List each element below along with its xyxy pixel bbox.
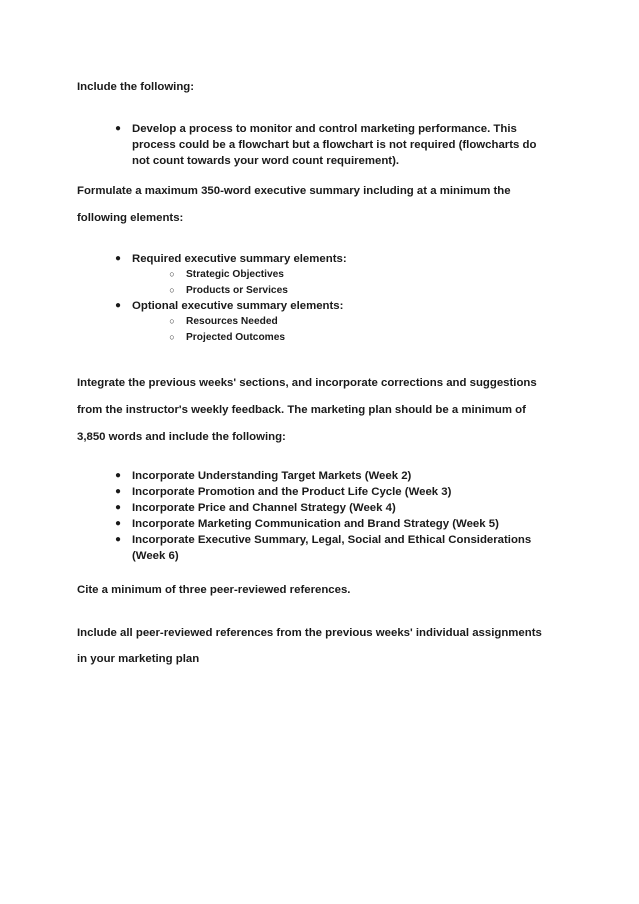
sub-bullet-icon: ○ — [169, 316, 175, 326]
bullet-icon: ● — [114, 123, 122, 134]
integrate-line: 3,850 words and include the following: — [77, 431, 286, 443]
list-item — [0, 516, 639, 532]
exec-summary-line: Formulate a maximum 350-word executive summary including at a minimum the — [77, 185, 511, 197]
list-item-line: Incorporate Executive Summary, Legal, Social and Ethical Considerations — [132, 534, 532, 546]
list-item — [0, 500, 639, 516]
list-item-line: not count towards your word count requirement). — [132, 155, 400, 167]
bullet-icon: ● — [114, 253, 122, 264]
cite-paragraph: Cite a minimum of three peer-reviewed references. — [77, 584, 351, 596]
list-item — [0, 532, 639, 564]
bullet-icon: ● — [114, 518, 122, 529]
intro-paragraph: Include the following: — [77, 81, 195, 93]
sub-item-text: Resources Needed — [186, 316, 278, 327]
sub-item-text: Projected Outcomes — [186, 331, 286, 343]
include-line: in your marketing plan — [77, 653, 200, 665]
sub-list-item — [0, 283, 639, 299]
list-item-line: Develop a process to monitor and control marketing performance. This — [132, 123, 517, 135]
sub-list-item — [0, 314, 639, 330]
list-item — [0, 121, 639, 169]
bullet-icon: ● — [114, 470, 122, 481]
list-item-text: Incorporate Price and Channel Strategy (Week 4) — [132, 502, 396, 514]
bullet-icon: ● — [114, 502, 122, 513]
bullet-icon: ● — [114, 300, 122, 311]
list-item — [0, 468, 639, 484]
process-list — [0, 121, 639, 169]
sub-bullet-icon: ○ — [169, 269, 175, 279]
bullet-icon: ● — [114, 534, 122, 545]
list-item-text: Incorporate Marketing Communication and Brand Strategy (Week 5) — [132, 518, 499, 530]
list-item — [0, 298, 639, 314]
include-line: Include all peer-reviewed references from the previous weeks' individual assignments — [77, 627, 542, 639]
sub-list-item — [0, 267, 639, 283]
exec-summary-line: following elements: — [77, 212, 184, 224]
optional-label: Optional executive summary elements: — [132, 300, 344, 312]
exec-elements-list — [0, 251, 639, 345]
list-item — [0, 484, 639, 500]
list-item-line: (Week 6) — [132, 550, 179, 562]
list-item-text: Incorporate Understanding Target Markets (Week 2) — [132, 470, 412, 482]
sub-list-item — [0, 330, 639, 346]
incorporate-list — [0, 468, 639, 564]
list-item — [0, 251, 639, 267]
list-item-line: process could be a flowchart but a flowchart is not required (flowcharts do — [132, 139, 537, 151]
integrate-line: from the instructor's weekly feedback. The marketing plan should be a minimum of — [77, 404, 526, 416]
sub-bullet-icon: ○ — [169, 284, 175, 295]
list-item-text: Incorporate Promotion and the Product Life Cycle (Week 3) — [132, 486, 452, 498]
sub-bullet-icon: ○ — [169, 331, 175, 342]
integrate-line: Integrate the previous weeks' sections, and incorporate corrections and suggestions — [77, 377, 537, 389]
sub-item-text: Products or Services — [186, 284, 288, 296]
bullet-icon: ● — [114, 486, 122, 497]
sub-item-text: Strategic Objectives — [186, 269, 284, 280]
required-label: Required executive summary elements: — [132, 253, 347, 265]
